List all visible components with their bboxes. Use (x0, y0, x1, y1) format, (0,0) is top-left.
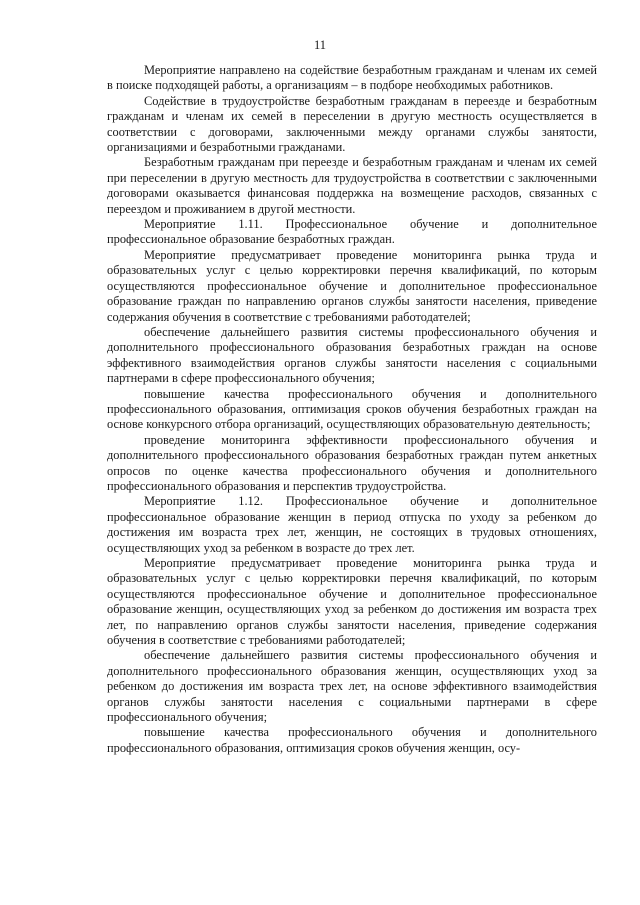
paragraph: Безработным гражданам при переезде и безработным гражданам и членам их семей при переселении в другую местность для трудоустройства в соответствии с заключенными договорами оказывается финансовая поддержка на возмещение расходов, связанных с переездом и проживанием в другой местности. (107, 155, 597, 216)
paragraph: обеспечение дальнейшего развития системы профессионального обучения и дополнительного профессионального образования безработных граждан на основе эффективного взаимодействия органов службы занятости населения с социальными партнерами в сфере профессионального обучения; (107, 324, 597, 386)
section-heading-paragraph: Мероприятие 1.12. Профессиональное обучение и дополнительное профессиональное образование женщин в период отпуска по уходу за ребенком до достижения им возраста трех лет, женщин, не состоящих в трудовых отношениях, осуществляющих уход за ребенком в возрасте до трех лет. (107, 494, 597, 555)
paragraph: повышение качества профессионального обучения и дополнительного профессионального образования, оптимизация сроков обучения безработных граждан на основе конкурсного отбора организаций, осуществляющих образовательную деятельность; (107, 386, 597, 432)
paragraph: Содействие в трудоустройстве безработным гражданам в переезде и безработным гражданам и членам их семей в переселении в другую местность осуществляется в соответствии с договорами, заключенными между органами службы занятости, организациями и безработными гражданами. (107, 93, 597, 155)
page-number: 11 (313, 38, 327, 52)
paragraph: обеспечение дальнейшего развития системы профессионального обучения и дополнительного профессионального образования женщин, осуществляющих уход за ребенком до достижения им возраста трех лет, на основе эффективного взаимодействия органов службы занятости населения с социальными партнерами в сфере профессионального обучения; (107, 648, 597, 725)
paragraph: повышение качества профессионального обучения и дополнительного профессионального образования, оптимизация сроков обучения женщин, осу- (107, 725, 597, 755)
paragraph: Мероприятие предусматривает проведение мониторинга рынка труда и образовательных услуг с целью корректировки перечня квалификаций, по которым осуществляются профессиональное обучение и дополнительное профессиональное образование женщин, осуществляющих уход за ребенком до достижения им возраста трех лет, по направлению органов службы занятости населения, приведение содержания обучения в соответствие с требованиями работодателей; (107, 556, 597, 648)
paragraph: Мероприятие предусматривает проведение мониторинга рынка труда и образовательных услуг с целью корректировки перечня квалификаций, по которым осуществляются профессиональное обучение и дополнительное профессиональное образование граждан по направлению органов службы занятости населения, приведение содержания обучения в соответствие с требованиями работодателей; (107, 247, 597, 324)
document-body (107, 63, 597, 756)
paragraph: Мероприятие направлено на содействие безработным гражданам и членам их семей в поиске подходящей работы, а организациям – в подборе необходимых работников. (107, 63, 597, 93)
paragraph: проведение мониторинга эффективности профессионального обучения и дополнительного профессионального образования безработных граждан путем анкетных опросов по оценке качества профессионального обучения и дополнительного профессионального образования и перспектив трудоустройства. (107, 432, 597, 493)
section-heading-paragraph: Мероприятие 1.11. Профессиональное обучение и дополнительное профессиональное образование безработных граждан. (107, 217, 597, 247)
